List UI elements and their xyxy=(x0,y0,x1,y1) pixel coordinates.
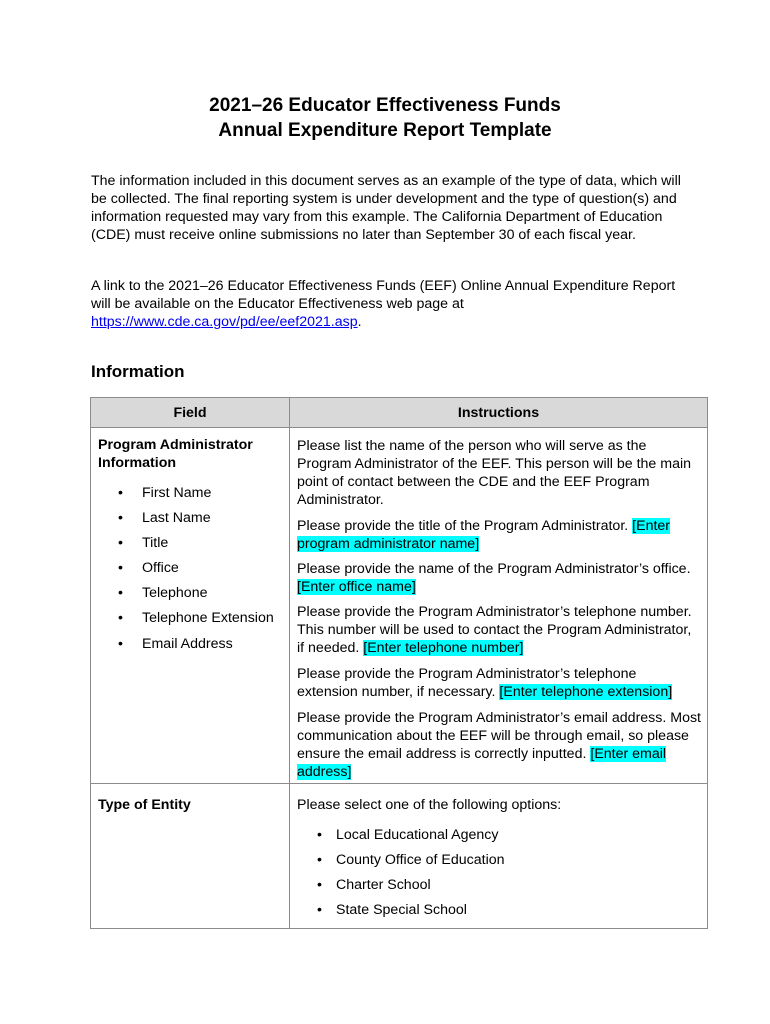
field-list-item-title: • Title xyxy=(98,534,283,552)
instruction-administrator-telephone-text: Please provide the Program Administrator’s telephone number. This number will be used to contact the Program Administrator, if needed. xyxy=(297,604,692,656)
field-list-item-office: • Office xyxy=(98,559,283,577)
field-list-item-last-name: • Last Name xyxy=(98,509,283,527)
table-row-type-of-entity xyxy=(91,784,708,929)
column-header-field: Field xyxy=(91,398,290,428)
instruction-administrator-title xyxy=(297,517,701,553)
intro-paragraph: The information included in this document serves as an example of the type of data, which will be collected. The final reporting system is under development and the type of question(s) and information requested may vary from this example. The California Department of Education (CDE) must receive online submissions no later than September 30 of each fiscal year. xyxy=(91,173,681,243)
document-title-line-1: 2021–26 Educator Effectiveness Funds xyxy=(209,95,561,116)
entity-options-list xyxy=(297,826,701,919)
column-header-instructions: Instructions xyxy=(290,398,708,428)
instructions-cell-program-administrator xyxy=(290,428,708,784)
instruction-administrator-office-text: Please provide the name of the Program Administrator’s office. xyxy=(297,561,691,577)
field-title-type-of-entity: Type of Entity xyxy=(98,797,191,813)
link-paragraph-period: . xyxy=(357,314,362,330)
field-cell-type-of-entity xyxy=(91,784,290,929)
field-list-item-first-name: • First Name xyxy=(98,484,283,502)
instruction-administrator-extension-text: Please provide the Program Administrator’s telephone extension number, if necessary. xyxy=(297,666,637,700)
instruction-administrator-name: Please list the name of the person who will serve as the Program Administrator of the EEF. This person will be the main point of contact between the CDE and the EEF Program Administrator. xyxy=(297,438,692,508)
document-title-line-2: Annual Expenditure Report Template xyxy=(218,120,552,141)
field-cell-program-administrator xyxy=(91,428,290,784)
section-heading-information: Information xyxy=(91,362,185,381)
link-paragraph xyxy=(91,277,691,331)
table-header-row xyxy=(91,398,708,428)
placeholder-telephone-number[interactable]: [Enter telephone number] xyxy=(363,640,524,656)
link-paragraph-text: A link to the 2021–26 Educator Effectiveness Funds (EEF) Online Annual Expenditure Report will be available on the Educator Effectiveness web page at xyxy=(91,278,676,312)
placeholder-email-address[interactable]: [Enter email address] xyxy=(297,746,667,780)
field-list-item-telephone: • Telephone xyxy=(98,584,283,602)
entity-option-local-educational-agency: • Local Educational Agency xyxy=(297,826,701,844)
placeholder-office-name[interactable]: [Enter office name] xyxy=(297,579,416,595)
entity-option-county-office-of-education: • County Office of Education xyxy=(297,851,701,869)
field-list-item-email-address: • Email Address xyxy=(98,635,283,653)
field-title-program-administrator: Program Administrator Information xyxy=(98,437,253,471)
program-administrator-field-list xyxy=(98,484,283,653)
table-row-program-administrator xyxy=(91,428,708,784)
information-table xyxy=(90,397,708,929)
entity-option-charter-school: • Charter School xyxy=(297,876,701,894)
placeholder-telephone-extension[interactable]: [Enter telephone extension] xyxy=(499,684,673,700)
instruction-administrator-extension xyxy=(297,665,701,701)
instruction-administrator-email-text: Please provide the Program Administrator’s email address. Most communication about the EEF will be through email, so please ensure the email address is correctly inputted. xyxy=(297,710,701,762)
instruction-administrator-telephone xyxy=(297,603,701,657)
instruction-administrator-office xyxy=(297,560,701,596)
field-list-item-telephone-extension: • Telephone Extension xyxy=(98,609,283,627)
instruction-administrator-email xyxy=(297,709,701,781)
instruction-entity-type: Please select one of the following options: xyxy=(297,797,562,813)
placeholder-program-administrator-name[interactable]: [Enter program administrator name] xyxy=(297,518,671,552)
eef-web-page-link[interactable]: https://www.cde.ca.gov/pd/ee/eef2021.asp xyxy=(91,314,358,330)
entity-option-state-special-school: • State Special School xyxy=(297,901,701,919)
instructions-cell-type-of-entity xyxy=(290,784,708,929)
instruction-administrator-title-text: Please provide the title of the Program Administrator. xyxy=(297,518,629,534)
